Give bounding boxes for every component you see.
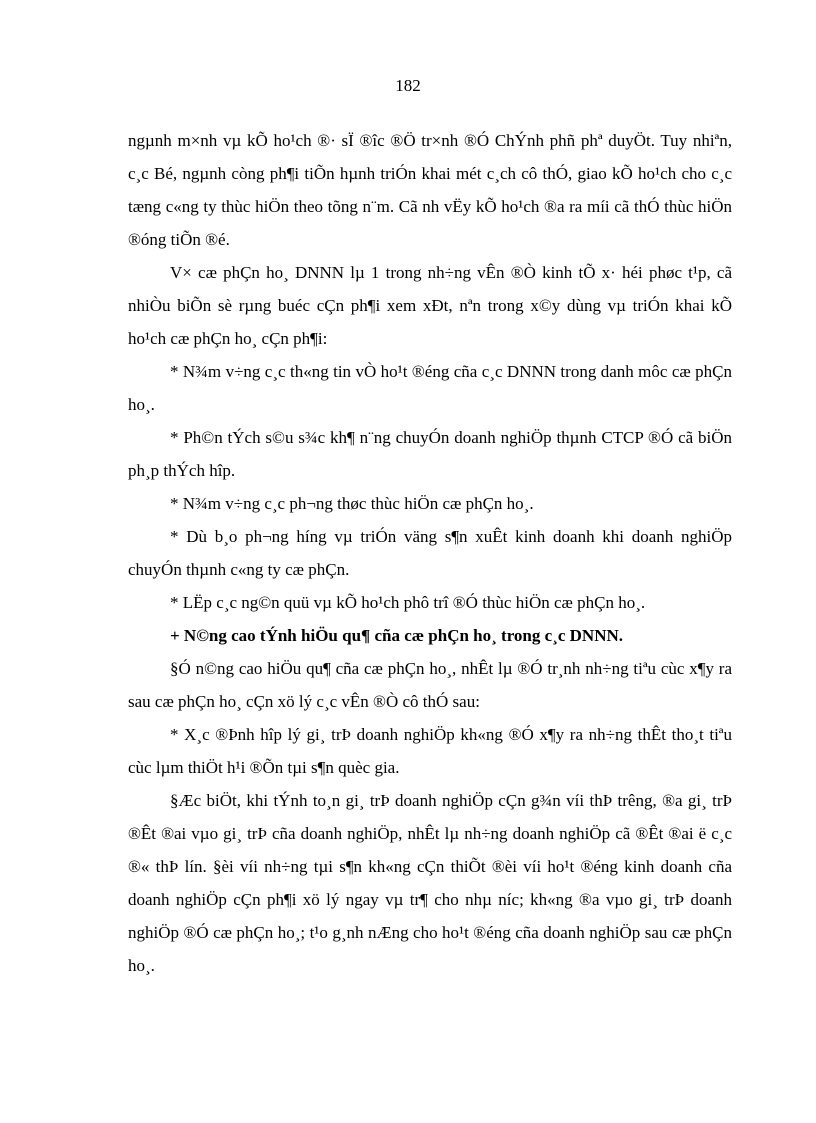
page-number: 182 [395,76,421,95]
section-heading: + N©ng cao tÝnh hiÖu qu¶ cña cæ phÇn ho¸ trong c¸c DNNN. [170,626,623,645]
bullet-item-4: * Dù b¸o ph¬ng híng vµ triÓn väng s¶n xuÊt kinh doanh khi doanh nghiÖp chuyÓn thµnh c«ng ty cæ phÇn. [128,527,732,579]
bullet-item-6: * X¸c ®Þnh hîp lý gi¸ trÞ doanh nghiÖp kh«ng ®Ó x¶y ra nh÷ng thÊt tho¸t tiªu cùc lµm thiÖt h¹i ®Õn tµi s¶n quèc gia. [128,725,732,777]
paragraph-4: §Æc biÖt, khi tÝnh to¸n gi¸ trÞ doanh nghiÖp cÇn g¾n víi thÞ trêng, ®a gi¸ trÞ ®Êt ®ai vµo gi¸ trÞ cña doanh nghiÖp, nhÊt lµ nh÷ng doanh nghiÖp cã ®Êt ®ai ë c¸c ®« thÞ lín. §èi víi nh÷ng tµi s¶n kh«ng cÇn thiÕt ®èi víi ho¹t ®éng kinh doanh cña doanh nghiÖp cÇn ph¶i xö lý ngay vµ tr¶ cho nhµ níc; kh«ng ®a vµo gi¸ trÞ doanh nghiÖp ®Ó cæ phÇn ho¸; t¹o g¸nh nÆng cho ho¹t ®éng cña doanh nghiÖp sau cæ phÇn ho¸. [128,791,732,975]
paragraph-1: ngµnh m×nh vµ kÕ ho¹ch ®· sÏ ®îc ®Ö tr×nh ®Ó ChÝnh phñ phª duyÖt. Tuy nhiªn, c¸c Bé, ngµnh còng ph¶i tiÕn hµnh triÓn khai mét c¸ch cô thÓ, giao kÕ ho¹ch cho c¸c tæng c«ng ty thùc hiÖn theo tõng n¨m. Cã nh vËy kÕ ho¹ch ®a ra míi cã thÓ thùc hiÖn ®óng tiÕn ®é. [128,131,732,249]
bullet-item-1: * N¾m v÷ng c¸c th«ng tin vÒ ho¹t ®éng cña c¸c DNNN trong danh môc cæ phÇn ho¸. [128,362,732,414]
paragraph-3: §Ó n©ng cao hiÖu qu¶ cña cæ phÇn ho¸, nhÊt lµ ®Ó tr¸nh nh÷ng tiªu cùc x¶y ra sau cæ phÇn ho¸ cÇn xö lý c¸c vÊn ®Ò cô thÓ sau: [128,659,732,711]
bullet-item-3: * N¾m v÷ng c¸c ph¬ng thøc thùc hiÖn cæ phÇn ho¸. [170,494,534,513]
paragraph-2: V× cæ phÇn ho¸ DNNN lµ 1 trong nh÷ng vÊn ®Ò kinh tÕ x· héi phøc t¹p, cã nhiÒu biÕn sè rµng buéc cÇn ph¶i xem xÐt, nªn trong x©y dùng vµ triÓn khai kÕ ho¹ch cæ phÇn ho¸ cÇn ph¶i: [128,263,732,348]
body-text [128,124,732,982]
bullet-item-2: * Ph©n tÝch s©u s¾c kh¶ n¨ng chuyÓn doanh nghiÖp thµnh CTCP ®Ó cã biÖn ph¸p thÝch hîp. [128,428,732,480]
bullet-item-5: * LËp c¸c ng©n quü vµ kÕ ho¹ch phô trî ®Ó thùc hiÖn cæ phÇn ho¸. [170,593,646,612]
